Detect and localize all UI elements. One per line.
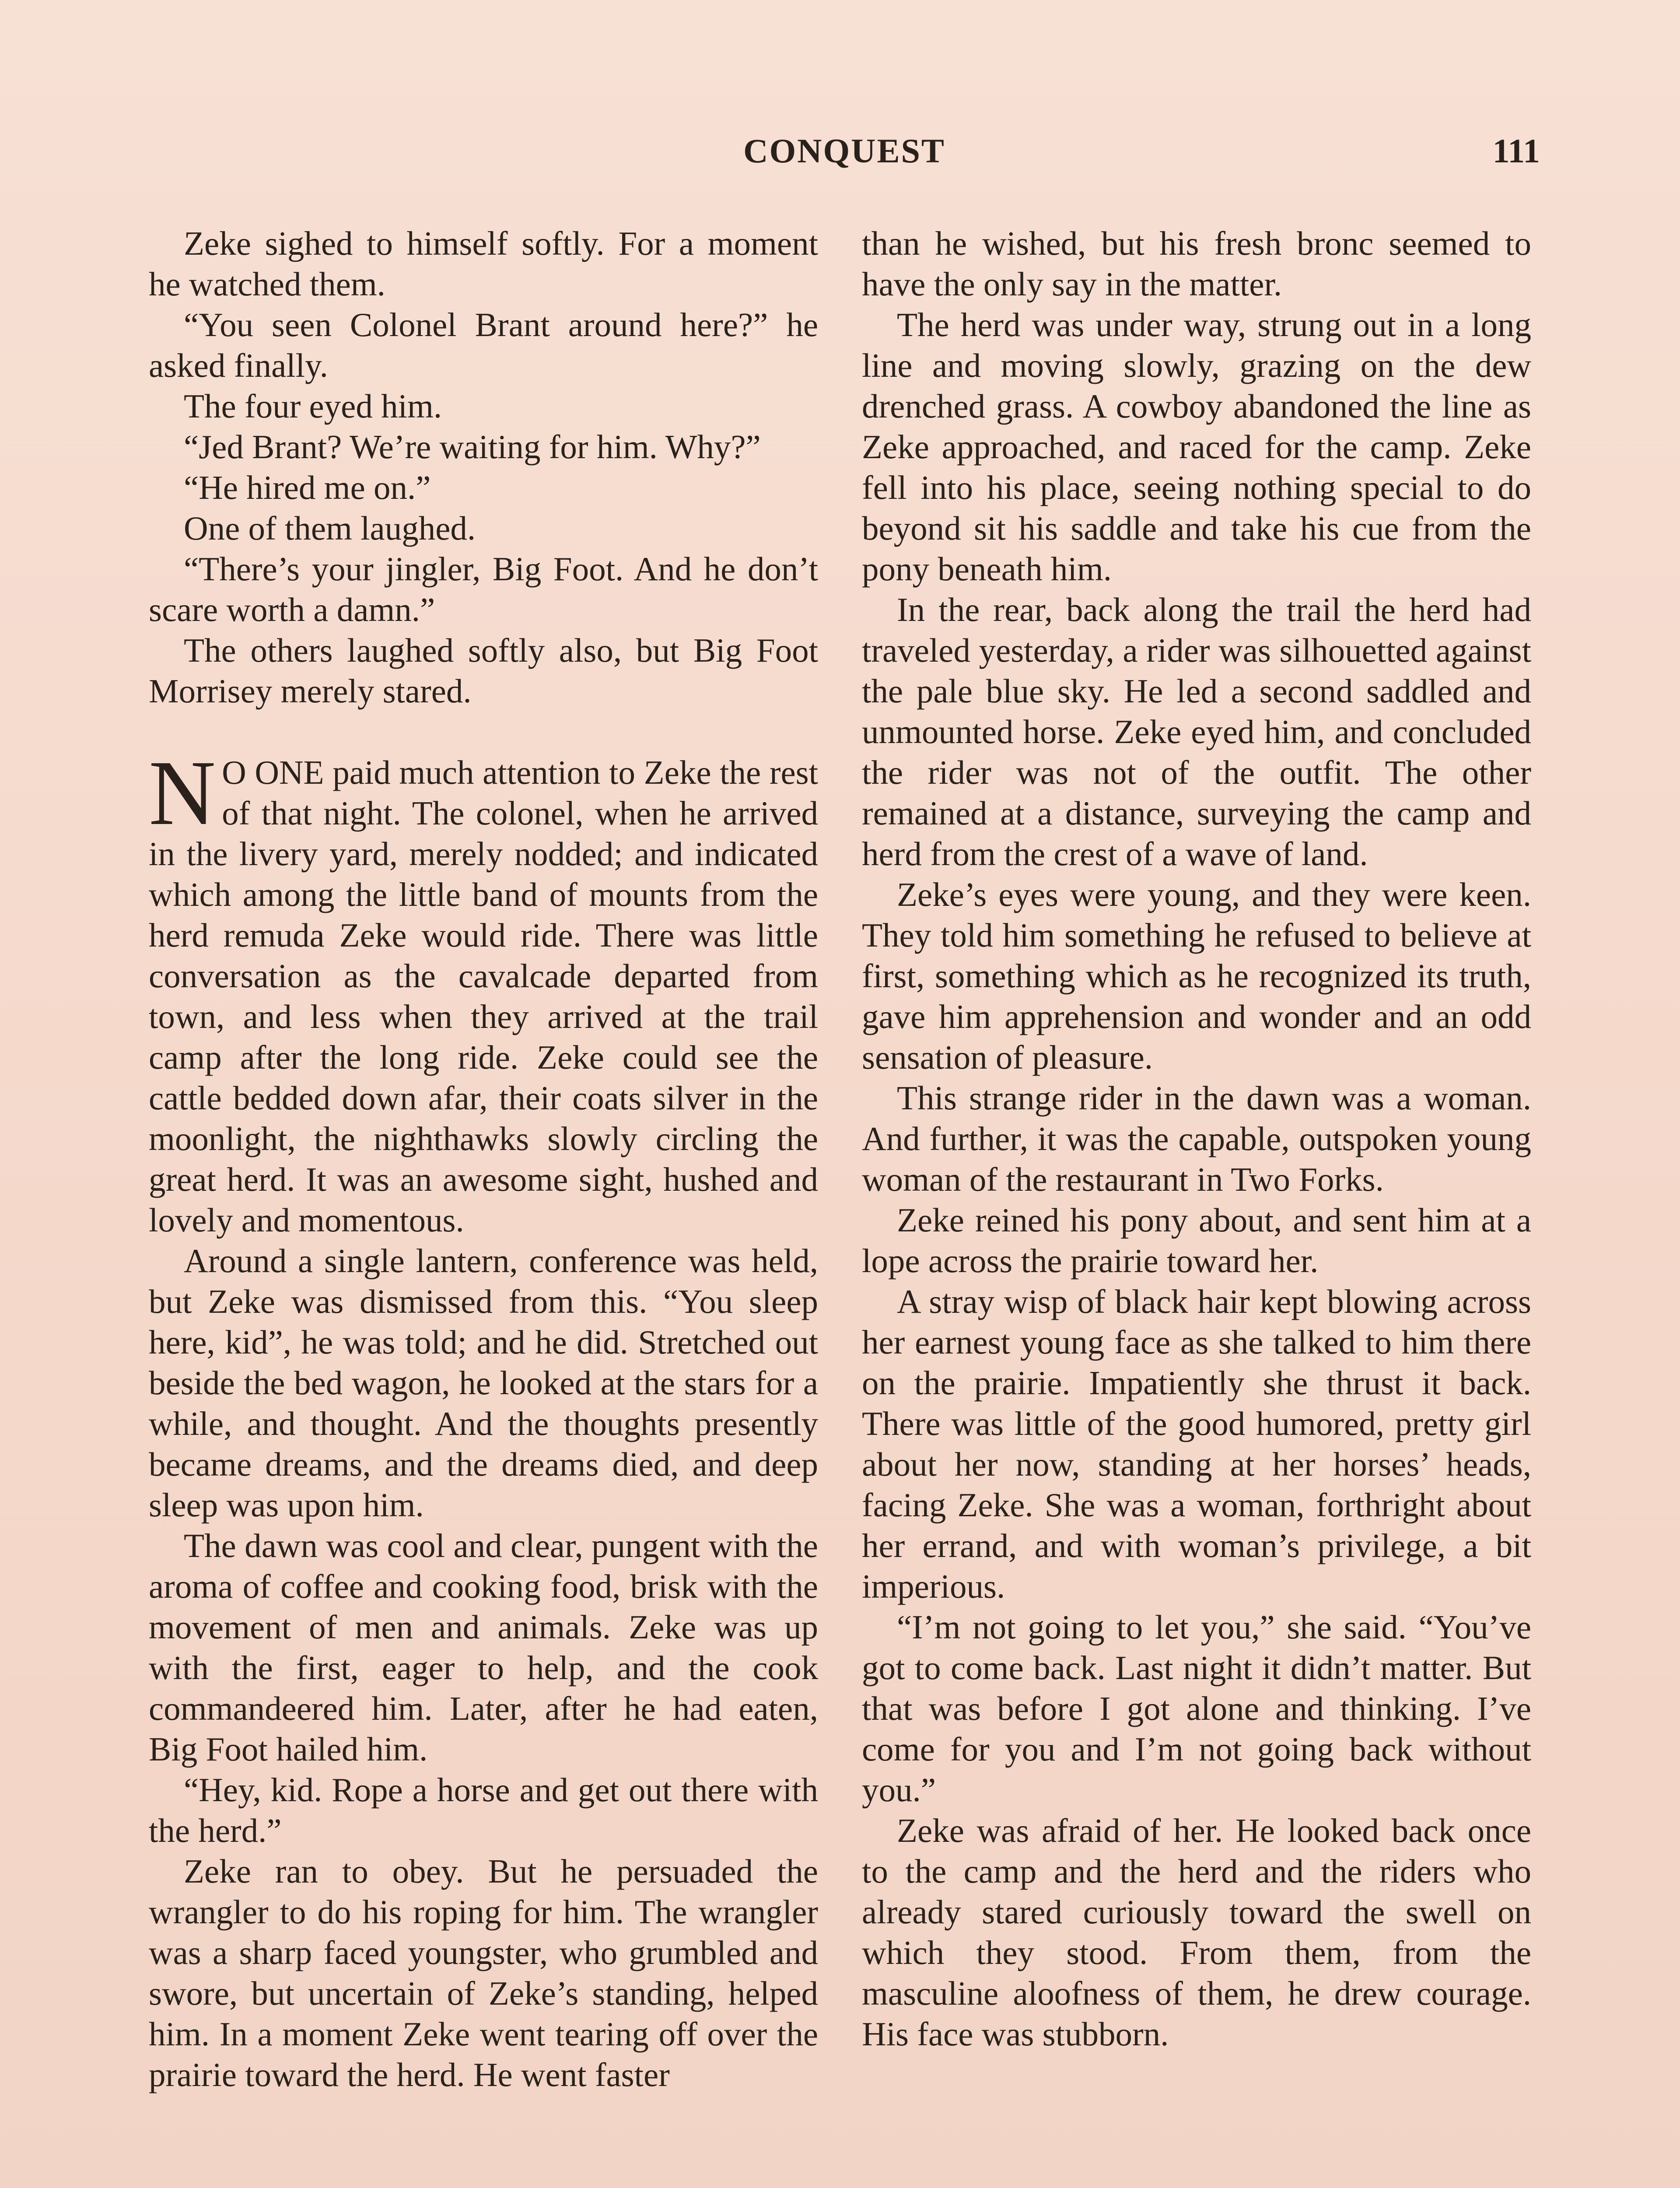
paragraph: “Hey, kid. Rope a horse and get out there with the herd.” [149,1771,818,1849]
running-header [149,131,1540,179]
left-column [149,223,818,2095]
paragraph: The herd was under way, strung out in a long line and moving slowly, grazing on the dew drenched grass. A cowboy abandoned the line as Zeke approached, and raced for the camp. Zeke fell into his place, seeing nothing special to do beyond sit his saddle and take his cue from the pony beneath him. [862,306,1531,588]
running-title: CONQUEST [743,132,945,170]
paragraph: “Jed Brant? We’re waiting for him. Why?” [184,428,761,466]
paragraph: “He hired me on.” [184,469,431,506]
continued-paragraph: than he wished, but his fresh bronc seemed to have the only say in the matter. [862,224,1531,303]
paragraph: The dawn was cool and clear, pungent with the aroma of coffee and cooking food, brisk with the movement of men and animals. Zeke was up with the first, eager to help, and the cook commandeered him. Later, after he had eaten, Big Foot hailed him. [149,1527,818,1768]
paragraph: Zeke was afraid of her. He looked back once to the camp and the herd and the riders who already stared curiously toward the swell on which they stood. From them, from the masculine aloofness of them, he drew courage. His face was stubborn. [862,1812,1531,2053]
paragraph: “I’m not going to let you,” she said. “You’ve got to come back. Last night it didn’t matter. But that was before I got alone and thinking. I’ve come for you and I’m not going back without you.” [862,1608,1531,1809]
paragraph: Zeke sighed to himself softly. For a moment he watched them. [149,224,818,303]
paragraph: One of them laughed. [184,509,476,547]
paragraph: Zeke ran to obey. But he persuaded the wrangler to do his roping for him. The wrangler was a sharp faced youngster, who grumbled and swore, but uncertain of Zeke’s standing, helped him. In a moment Zeke went tearing off over the prairie toward the herd. He went faster [149,1852,818,2093]
right-column [862,223,1531,2055]
paragraph: Around a single lantern, conference was held, but Zeke was dismissed from this. “You sleep here, kid”, he was told; and he did. Stretched out beside the bed wagon, he looked at the stars for a while, and thought. And the thoughts presently became dreams, and the dreams died, and deep sleep was upon him. [149,1242,818,1524]
paragraph: Zeke reined his pony about, and sent him at a lope across the prairie toward her. [862,1201,1531,1280]
section-opening-paragraph [149,741,818,1241]
paragraph: This strange rider in the dawn was a woman. And further, it was the capable, outspoken young woman of the restaurant in Two Forks. [862,1079,1531,1198]
paragraph: Zeke’s eyes were young, and they were keen. They told him something he refused to believe at first, something which as he recognized its truth, gave him apprehension and wonder and an odd sensation of pleasure. [862,876,1531,1076]
paragraph: The others laughed softly also, but Big Foot Morrisey merely stared. [149,631,818,710]
section-opening-text: O ONE paid much attention to Zeke the rest of that night. The colonel, when he arrived in the livery yard, merely nodded; and indicated which among the little band of mounts from the herd remuda Zeke would ride. There was little conversation as the cavalcade departed from town, and less when they arrived at the trail camp after the long ride. Zeke could see the cattle bedded down afar, their coats silver in the moonlight, the nighthawks slowly circling the great herd. It was an awesome sight, hushed and lovely and momentous. [149,754,818,1239]
paragraph: The four eyed him. [184,387,442,425]
paragraph: “There’s your jingler, Big Foot. And he don’t scare worth a damn.” [149,550,818,628]
paragraph: “You seen Colonel Brant around here?” he asked finally. [149,306,818,384]
page-number: 111 [1492,132,1540,170]
paragraph: A stray wisp of black hair kept blowing across her earnest young face as she talked to him there on the prairie. Impatiently she thrust it back. There was little of the good humored, pretty girl about her now, standing at her horses’ heads, facing Zeke. She was a woman, forthright about her errand, and with woman’s privilege, a bit imperious. [862,1283,1531,1605]
paragraph: In the rear, back along the trail the herd had traveled yesterday, a rider was silhouetted against the pale blue sky. He led a second saddled and unmounted horse. Zeke eyed him, and concluded the rider was not of the outfit. The other remained at a distance, surveying the camp and herd from the crest of a wave of land. [862,591,1531,873]
drop-cap: N [149,741,216,844]
